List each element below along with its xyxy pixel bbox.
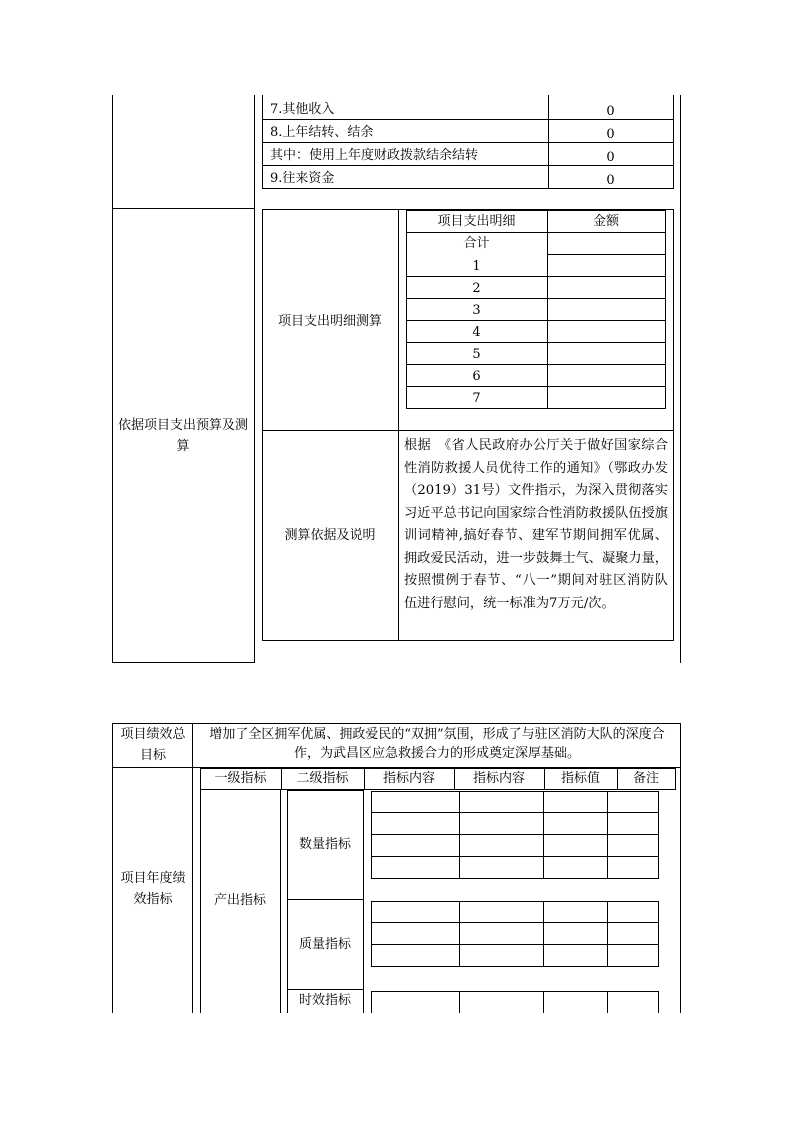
- rule: [543, 901, 544, 967]
- rule: [371, 901, 658, 902]
- rule: [607, 991, 608, 1013]
- rule: [287, 899, 364, 900]
- detail-row-label: 1: [472, 259, 481, 274]
- income-label: 9.往来资金: [270, 171, 335, 186]
- income-label: 其中：使用上年度财政拨款结余结转: [270, 148, 479, 163]
- rule: [200, 789, 676, 790]
- level2-label: 数量指标: [298, 837, 351, 852]
- rule: [543, 791, 544, 879]
- rule: [262, 430, 674, 431]
- detail-row-label: 6: [472, 369, 481, 384]
- rule: [112, 208, 255, 209]
- detail-row-label: 4: [472, 325, 481, 340]
- rule: [406, 320, 666, 321]
- rule: [112, 95, 113, 663]
- detail-row-label: 2: [472, 281, 481, 296]
- rule: [287, 790, 288, 1013]
- rule: [371, 944, 658, 945]
- rule: [658, 791, 659, 879]
- rule: [406, 210, 666, 211]
- rule: [200, 768, 201, 1013]
- rule: [112, 662, 255, 663]
- rule: [658, 991, 659, 1013]
- rule: [406, 408, 666, 409]
- rule: [459, 991, 460, 1013]
- rule: [547, 254, 666, 255]
- perf-header: 指标值: [560, 771, 600, 786]
- basis-label: 测算依据及说明: [284, 528, 376, 543]
- rule: [406, 386, 666, 387]
- rule: [680, 95, 681, 663]
- rule: [459, 791, 460, 879]
- rule: [607, 901, 608, 967]
- rule: [287, 790, 364, 791]
- level2-label: 时效指标: [298, 993, 351, 1008]
- income-label: 7.其他收入: [270, 102, 335, 117]
- rule: [280, 790, 281, 1013]
- rule: [371, 791, 658, 792]
- rule: [262, 209, 263, 641]
- income-value: 0: [606, 173, 615, 188]
- annual-label: 项目年度绩效指标: [120, 871, 186, 907]
- level1-label: 产出指标: [213, 893, 266, 908]
- rule: [371, 856, 658, 857]
- rule: [200, 768, 676, 769]
- rule: [112, 723, 681, 724]
- rule: [254, 95, 255, 663]
- rule: [371, 901, 372, 967]
- rule: [371, 834, 658, 835]
- rule: [406, 276, 666, 277]
- detail-header: 项目支出明细: [437, 214, 516, 229]
- income-value: 0: [606, 104, 615, 119]
- income-label: 8.上年结转、结余: [270, 125, 374, 140]
- perf-header: 指标内容: [472, 771, 525, 786]
- rule: [398, 209, 399, 641]
- perf-header: 备注: [632, 771, 659, 786]
- rule: [547, 210, 548, 409]
- rule: [363, 790, 364, 1013]
- detail-row-label: 3: [472, 303, 481, 318]
- rule: [371, 966, 658, 967]
- rule: [675, 768, 676, 790]
- goal-label: 项目绩效总目标: [120, 727, 186, 763]
- rule: [543, 991, 544, 1013]
- detail-header: 金额: [592, 214, 619, 229]
- basis-text: 根据 《省人民政府办公厅关于做好国家综合性消防救援人员优待工作的通知》（鄂政办发（2019）31号）文件指示，为深入贯彻落实习近平总书记向国家综合性消防救援队伍授旗训词精神,搞好春节、建军节期间拥军优属、拥政爱民活动，进一步鼓舞士气、凝聚力量，按照惯例于春节、“八一”期间对驻区消防队伍进行慰问，统一标准为7万元/次。: [404, 438, 668, 611]
- rule: [287, 989, 364, 990]
- detail-row-label: 5: [472, 347, 481, 362]
- rule: [406, 232, 666, 233]
- rule: [406, 364, 666, 365]
- rule: [406, 342, 666, 343]
- income-value: 0: [606, 127, 615, 142]
- perf-header: 二级指标: [296, 771, 349, 786]
- rule: [262, 640, 674, 641]
- rule: [371, 812, 658, 813]
- rule: [665, 210, 666, 409]
- income-value: 0: [606, 150, 615, 165]
- budget-basis-label: 依据项目支出预算及测算: [118, 418, 249, 454]
- rule: [607, 791, 608, 879]
- perf-header: 指标内容: [382, 771, 435, 786]
- detail-label: 项目支出明细测算: [277, 314, 382, 329]
- rule: [371, 878, 658, 879]
- goal-text: 增加了全区拥军优属、拥政爱民的“双拥”氛围，形成了与驻区消防大队的深度合作，为武昌区应急救援合力的形成奠定深厚基础。: [209, 727, 665, 761]
- rule: [371, 991, 658, 992]
- rule: [673, 209, 674, 641]
- rule: [406, 298, 666, 299]
- detail-row-label: 合计: [463, 236, 490, 251]
- rule: [371, 922, 658, 923]
- detail-row-label: 7: [472, 391, 481, 406]
- perf-header: 一级指标: [214, 771, 267, 786]
- level2-label: 质量指标: [298, 937, 351, 952]
- rule: [459, 901, 460, 967]
- rule: [371, 991, 372, 1013]
- rule: [371, 791, 372, 879]
- rule: [658, 901, 659, 967]
